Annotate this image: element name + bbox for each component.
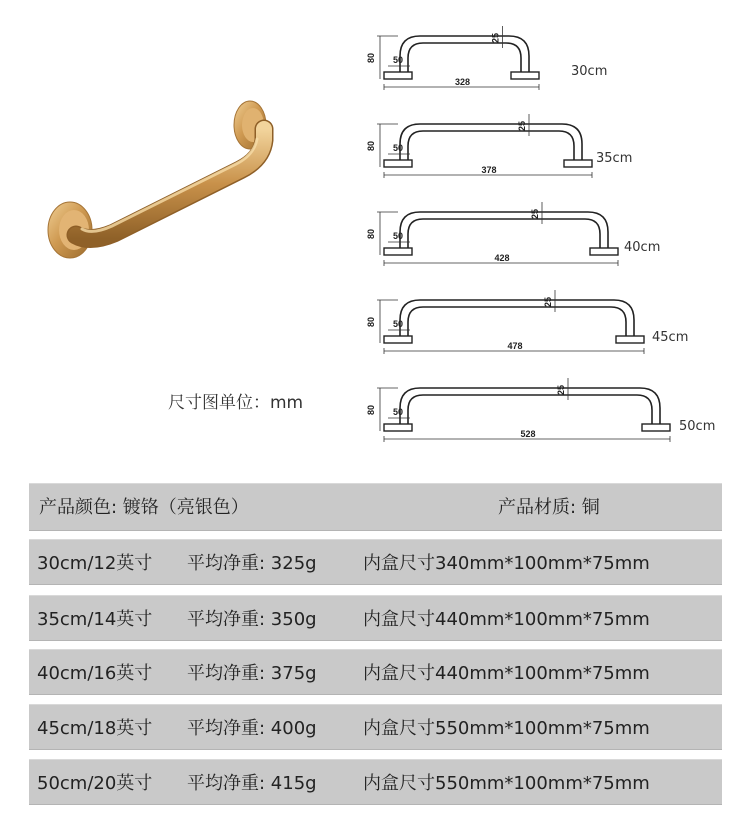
height-value: 80 <box>366 228 376 240</box>
left-flange <box>384 424 412 431</box>
left-flange <box>384 160 412 167</box>
dimension-drawing <box>368 110 614 184</box>
bar-outline <box>408 219 600 250</box>
height-value: 80 <box>366 140 376 152</box>
left-flange <box>384 248 412 255</box>
flange-value: 50 <box>392 55 404 65</box>
flange-value: 50 <box>392 231 404 241</box>
right-flange <box>642 424 670 431</box>
bar-outline <box>400 36 529 74</box>
grab-bar-image <box>40 95 300 270</box>
row-size: 45cm/18英寸 <box>37 718 153 739</box>
row-weight: 平均净重: 375g <box>187 663 317 684</box>
flange-value: 50 <box>392 319 404 329</box>
length-value: 528 <box>520 429 536 439</box>
table-row <box>29 704 722 750</box>
size-label: 40cm <box>624 240 661 255</box>
flange-value: 50 <box>392 143 404 153</box>
bar-outline <box>408 43 521 74</box>
right-flange <box>511 72 539 79</box>
product-material: 产品材质: 铜 <box>498 497 600 518</box>
row-weight: 平均净重: 325g <box>187 553 317 574</box>
length-value: 428 <box>494 253 510 263</box>
offset-value: 25 <box>556 384 566 396</box>
product-color: 产品颜色: 镀铬（亮银色） <box>39 497 249 518</box>
length-value: 378 <box>481 165 497 175</box>
table-header-row <box>29 483 722 531</box>
left-flange <box>384 336 412 343</box>
height-value: 80 <box>366 404 376 416</box>
table-row <box>29 759 722 805</box>
unit-label: 尺寸图单位：mm <box>168 393 304 413</box>
row-box-size: 内盒尺寸550mm*100mm*75mm <box>363 718 650 739</box>
right-flange <box>616 336 644 343</box>
length-value: 328 <box>454 77 471 87</box>
bar-outline <box>408 307 626 338</box>
bar-outline <box>408 131 574 162</box>
right-flange <box>590 248 618 255</box>
row-box-size: 内盒尺寸340mm*100mm*75mm <box>363 553 650 574</box>
size-label: 45cm <box>652 330 689 345</box>
size-label: 35cm <box>596 151 633 166</box>
flange-value: 50 <box>392 407 404 417</box>
offset-value: 25 <box>517 120 527 132</box>
right-flange <box>564 160 592 167</box>
dimension-drawing <box>368 286 666 360</box>
row-box-size: 内盒尺寸550mm*100mm*75mm <box>363 773 650 794</box>
row-weight: 平均净重: 400g <box>187 718 317 739</box>
row-weight: 平均净重: 415g <box>187 773 317 794</box>
offset-value: 25 <box>543 296 553 308</box>
bar-outline <box>400 124 582 162</box>
bar-outline <box>400 388 660 426</box>
length-value: 478 <box>507 341 523 351</box>
height-value: 80 <box>366 316 376 328</box>
row-box-size: 内盒尺寸440mm*100mm*75mm <box>363 663 650 684</box>
product-photo <box>40 95 300 270</box>
left-flange <box>384 72 412 79</box>
row-box-size: 内盒尺寸440mm*100mm*75mm <box>363 609 650 630</box>
row-size: 40cm/16英寸 <box>37 663 153 684</box>
bar-outline <box>400 300 634 338</box>
dimension-drawing <box>368 374 692 448</box>
size-label: 30cm <box>571 64 608 79</box>
table-row <box>29 539 722 585</box>
row-size: 50cm/20英寸 <box>37 773 153 794</box>
row-size: 35cm/14英寸 <box>37 609 153 630</box>
table-row <box>29 649 722 695</box>
table-row <box>29 595 722 641</box>
row-size: 30cm/12英寸 <box>37 553 153 574</box>
dimension-drawing <box>368 198 640 272</box>
bar-outline <box>400 212 608 250</box>
offset-value: 25 <box>530 208 540 220</box>
row-weight: 平均净重: 350g <box>187 609 317 630</box>
size-label: 50cm <box>679 419 716 434</box>
bar-outline <box>408 395 652 426</box>
dimension-drawing <box>368 22 561 96</box>
height-value: 80 <box>366 52 376 64</box>
offset-value: 25 <box>490 32 501 44</box>
